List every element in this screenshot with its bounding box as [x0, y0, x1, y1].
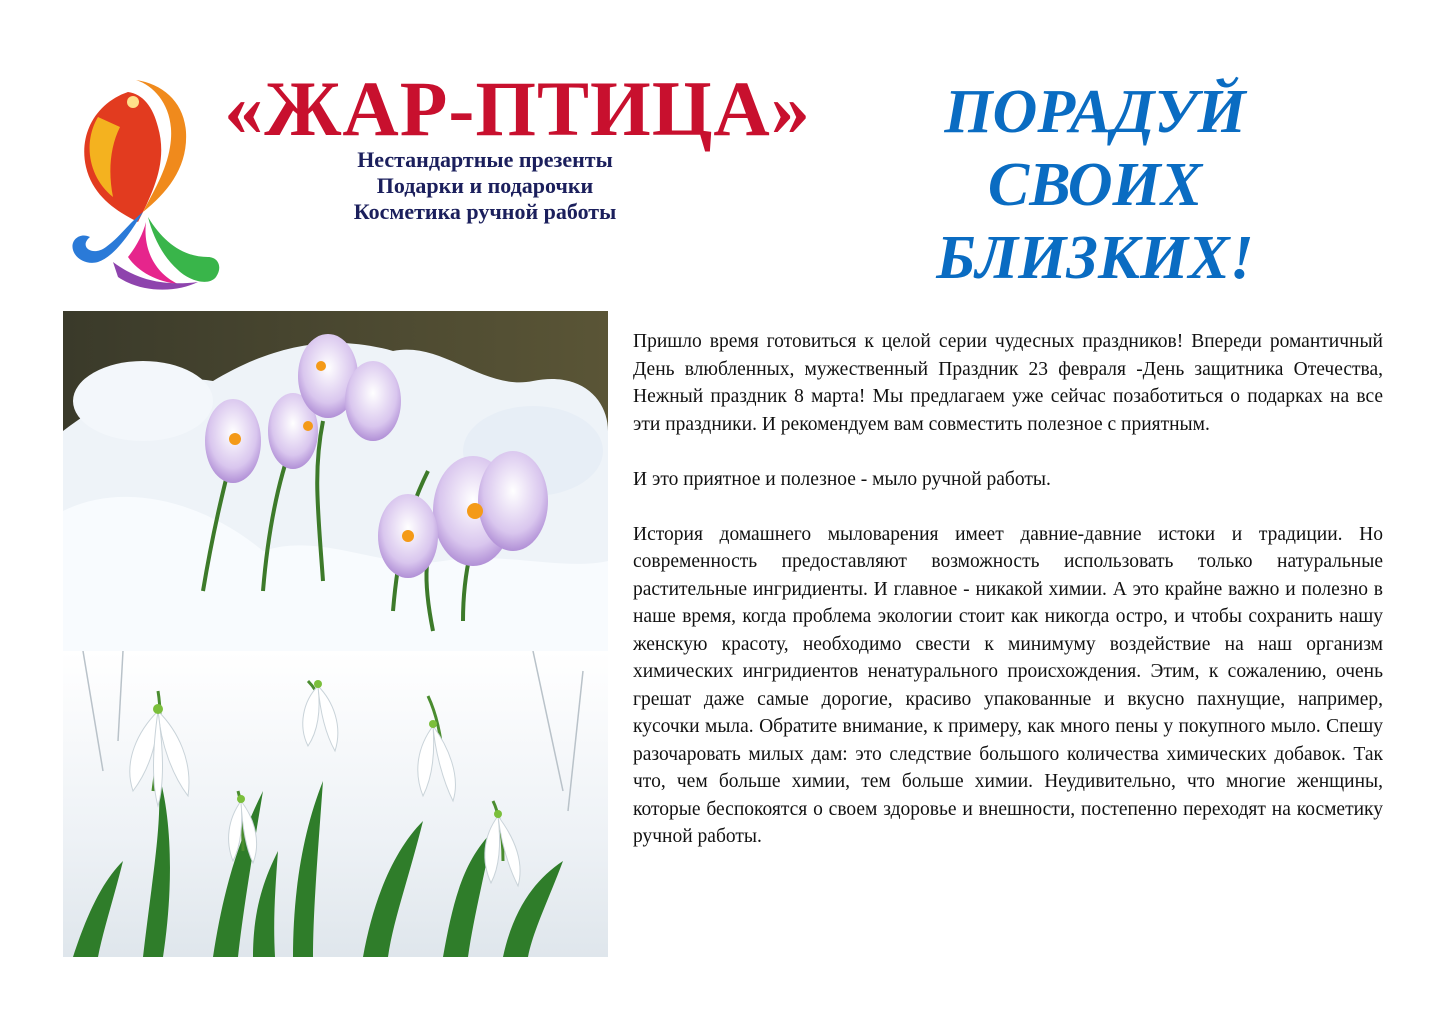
slogan-line: ПОРАДУЙ — [944, 78, 1246, 146]
article-body — [633, 328, 1383, 851]
slogan-heading — [905, 76, 1285, 295]
tagline-line: Нестандартные презенты — [357, 147, 613, 172]
tagline-line: Косметика ручной работы — [353, 199, 617, 224]
article-paragraph: История домашнего мыловарения имеет давние-давние истоки и традиции. Но современность предоставляют возможность использовать только натуральные растительные ингридиенты. И главное - никакой химии. А это крайне важно и полезно в наше время, когда проблема экологии стоит как никогда остро, и чтобы сохранить нашу женскую красоту, необходимо свести к минимуму воздействие на наш организм химических ингридиентов ненатурального происхождения. Этим, к сожалению, очень грешат даже самые дорогие, красиво упакованные и вкусно пахнущие, например, кусочки мыла. Обратите внимание, к примеру, как много пены у покупного мыло. Спешу разочаровать милых дам: это следствие большого количества химических добавок. Так что, чем больше химии, тем больше химии. Неудивительно, что многие женщины, которые беспокоятся о своем здоровье и внешности, постепенно переходят на косметику ручной работы. — [633, 523, 1383, 847]
tagline — [295, 147, 675, 225]
article-paragraph: И это приятное и полезное - мыло ручной работы. — [633, 468, 1051, 490]
tagline-line: Подарки и подарочки — [376, 173, 594, 198]
firebird-logo-icon — [58, 72, 228, 297]
article-paragraph: Пришло время готовиться к целой серии чудесных праздников! Впереди романтичный День влюбленных, мужественный Праздник 23 февраля -День защитника Отечества, Нежный праздник 8 марта! Мы предлагаем уже сейчас позаботиться о подарках на все эти праздники. И рекомендуем вам совместить полезное с приятным. — [633, 331, 1383, 435]
snowdrop-flowers-photo — [63, 651, 608, 957]
crocus-flowers-in-snow-photo — [63, 311, 608, 651]
brand-title: «ЖАР-ПТИЦА» — [224, 65, 811, 152]
slogan-line: СВОИХ — [987, 151, 1203, 219]
slogan-line: БЛИЗКИХ! — [936, 224, 1254, 292]
